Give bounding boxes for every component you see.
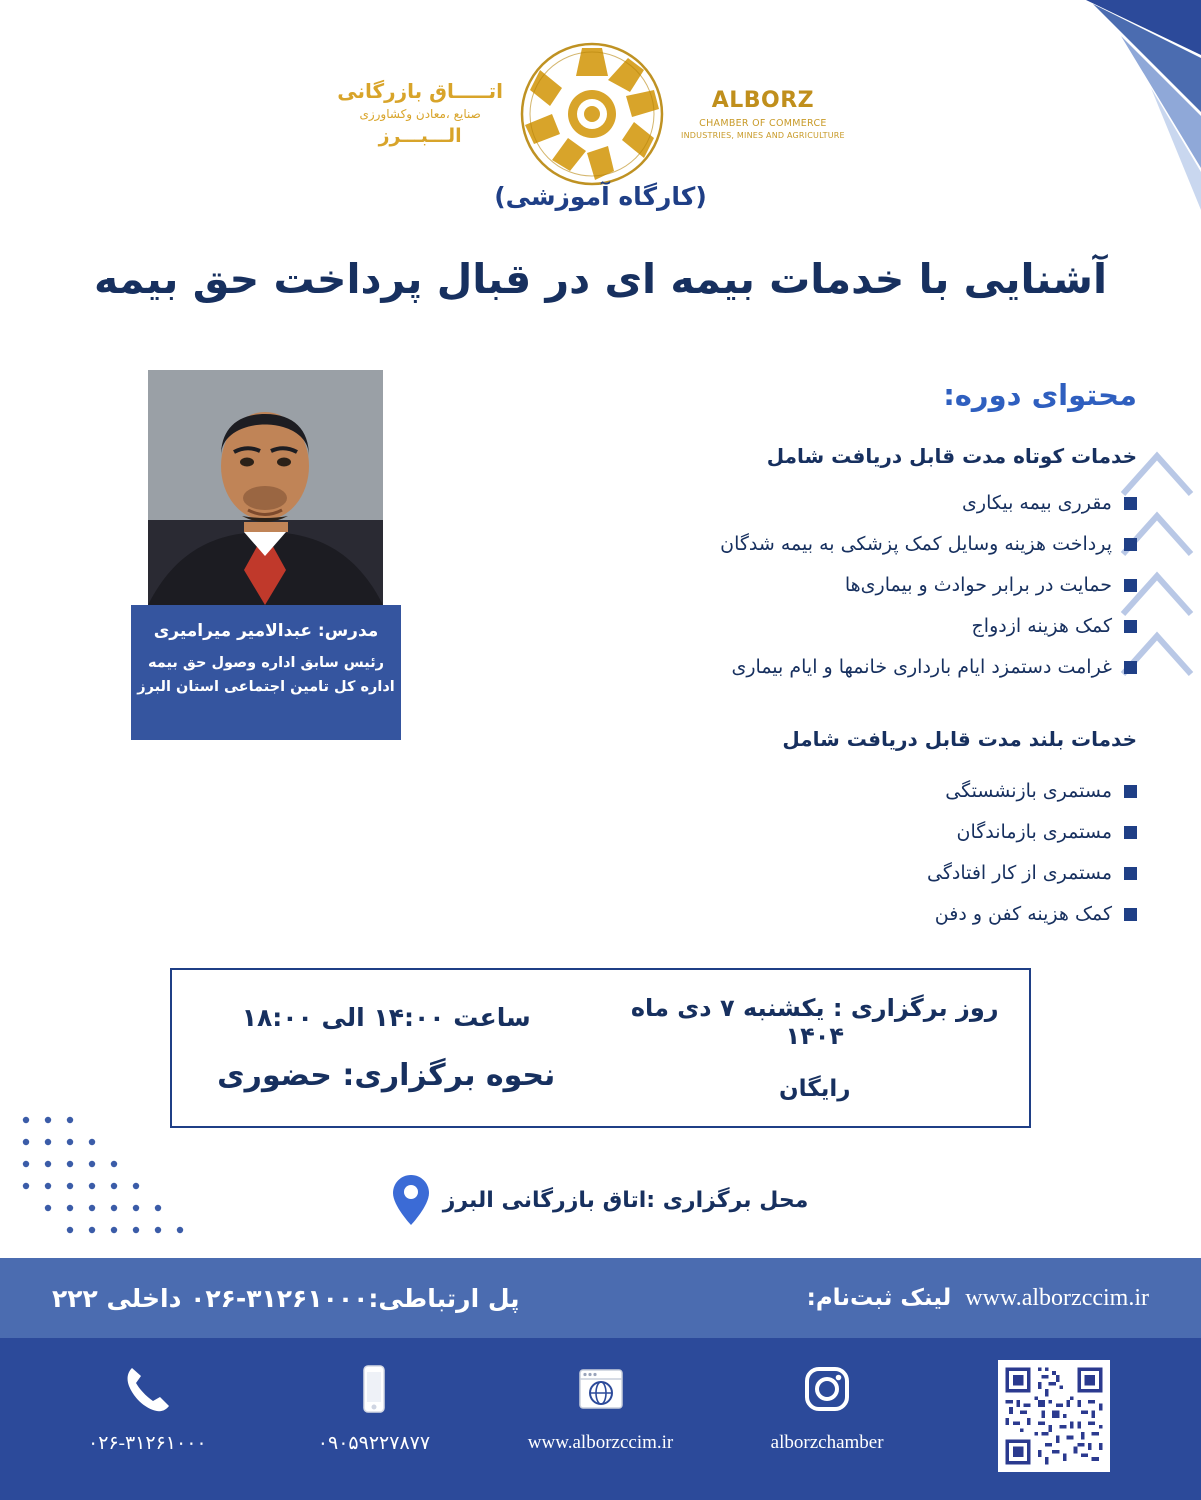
list-item: [720, 615, 1137, 637]
alborz-chamber-logo-icon: [517, 39, 667, 189]
mobile-icon: [347, 1360, 401, 1418]
page-title: آشنایی با خدمات بیمه ای در قبال پرداخت حق بیمه: [93, 255, 1108, 303]
event-time-cell: [172, 1003, 601, 1093]
bullet-square-icon: [1124, 538, 1137, 551]
qr-code-wrap: [954, 1360, 1154, 1472]
instructor-name: مدرس: عبدالامیر میرامیری: [153, 621, 379, 641]
contact-instagram[interactable]: [727, 1360, 927, 1454]
list-item-label: کمک هزینه ازدواج: [971, 615, 1112, 637]
bullet-square-icon: [1124, 908, 1137, 921]
qr-code[interactable]: [998, 1360, 1110, 1472]
location-pin-icon: [393, 1175, 429, 1225]
venue-row: [0, 1175, 1201, 1225]
contact-phone[interactable]: [47, 1360, 247, 1455]
venue-text: محل برگزاری :اتاق بازرگانی البرز: [442, 1187, 809, 1213]
workshop-subtitle: (کارگاه آموزشی): [494, 182, 707, 211]
list-item: [927, 821, 1137, 843]
bullet-square-icon: [1124, 826, 1137, 839]
course-content-heading: محتوای دوره:: [943, 378, 1137, 412]
list-item: [720, 492, 1137, 514]
contact-website-label: www.alborzccim.ir: [527, 1432, 674, 1453]
logo-fa-line2: صنایع ،معادن وکشاورزی: [359, 107, 481, 122]
event-date-cell: [601, 994, 1030, 1102]
bullet-square-icon: [1124, 497, 1137, 510]
footer-phone-line: پل ارتباطی:۳۱۲۶۱۰۰۰-۰۲۶ داخلی ۲۲۲: [52, 1283, 520, 1313]
bullet-square-icon: [1124, 620, 1137, 633]
list-item: [927, 903, 1137, 925]
short-term-services-list: [720, 492, 1137, 697]
event-fee: رایگان: [779, 1076, 851, 1102]
long-term-services-heading: خدمات بلند مدت قابل دریافت شامل: [782, 727, 1137, 751]
short-term-services-heading: خدمات کوتاه مدت قابل دریافت شامل: [766, 444, 1137, 468]
corner-decoration: [1001, 0, 1201, 210]
logo-en-line3: INDUSTRIES, MINES AND AGRICULTURE: [681, 131, 845, 141]
logo-persian-text: [337, 77, 503, 151]
contact-phone-label: ۰۲۶-۳۱۲۶۱۰۰۰: [88, 1433, 207, 1454]
instructor-photo: [148, 370, 383, 605]
event-mode: نحوه برگزاری: حضوری: [217, 1058, 556, 1093]
logo-en-line1: ALBORZ: [711, 88, 815, 114]
list-item-label: مقرری بیمه بیکاری: [962, 492, 1112, 514]
list-item: [720, 574, 1137, 596]
logo-en-line2: CHAMBER OF COMMERCE: [699, 118, 827, 130]
list-item-label: پرداخت هزینه وسایل کمک پزشکی به بیمه شدگان: [720, 533, 1112, 555]
list-item: [927, 862, 1137, 884]
list-item-label: حمایت در برابر حوادث و بیماری‌ها: [844, 574, 1112, 596]
long-term-services-list: [927, 780, 1137, 944]
footer-contacts: [0, 1348, 1201, 1498]
bullet-square-icon: [1124, 661, 1137, 674]
website-icon: [574, 1360, 628, 1418]
list-item: [927, 780, 1137, 802]
bullet-square-icon: [1124, 579, 1137, 592]
contact-mobile-label: ۰۹۰۵۹۲۲۷۸۷۷: [317, 1433, 431, 1454]
registration-url[interactable]: www.alborzccim.ir: [965, 1284, 1149, 1311]
contact-instagram-label: alborzchamber: [770, 1432, 884, 1453]
list-item-label: مستمری از کار افتادگی: [926, 862, 1112, 884]
list-item-label: غرامت دستمزد ایام بارداری خانمها و ایام بیماری: [731, 656, 1112, 678]
logo-header: [311, 34, 871, 194]
logo-fa-line1: اتـــــاق بازرگانی: [337, 79, 504, 104]
list-item: [720, 533, 1137, 555]
footer-contact-band: [0, 1258, 1201, 1338]
registration-link-group[interactable]: [807, 1285, 1149, 1312]
list-item: [720, 656, 1137, 678]
instagram-icon: [800, 1360, 854, 1418]
event-time: ساعت ۱۴:۰۰ الی ۱۸:۰۰: [241, 1003, 531, 1032]
bullet-square-icon: [1124, 785, 1137, 798]
instructor-role-line2: اداره کل تامین اجتماعی استان البرز: [137, 678, 395, 695]
list-item-label: مستمری بازماندگان: [956, 821, 1112, 843]
list-item-label: کمک هزینه کفن و دفن: [934, 903, 1112, 925]
contact-mobile[interactable]: [274, 1360, 474, 1455]
event-details-box: [170, 968, 1031, 1128]
instructor-info: [131, 605, 401, 740]
logo-fa-line3: الـــبـــرز: [378, 125, 462, 148]
event-date: روز برگزاری : یکشنبه ۷ دی ماه ۱۴۰۴: [630, 994, 999, 1050]
list-item-label: مستمری بازنشستگی: [945, 780, 1112, 802]
bullet-square-icon: [1124, 867, 1137, 880]
phone-icon: [120, 1360, 174, 1418]
logo-english-text: [681, 86, 845, 141]
instructor-role-line1: رئیس سابق اداره وصول حق بیمه: [147, 655, 385, 671]
registration-label: لینک ثبت‌نام:: [806, 1285, 952, 1311]
contact-website[interactable]: [501, 1360, 701, 1454]
